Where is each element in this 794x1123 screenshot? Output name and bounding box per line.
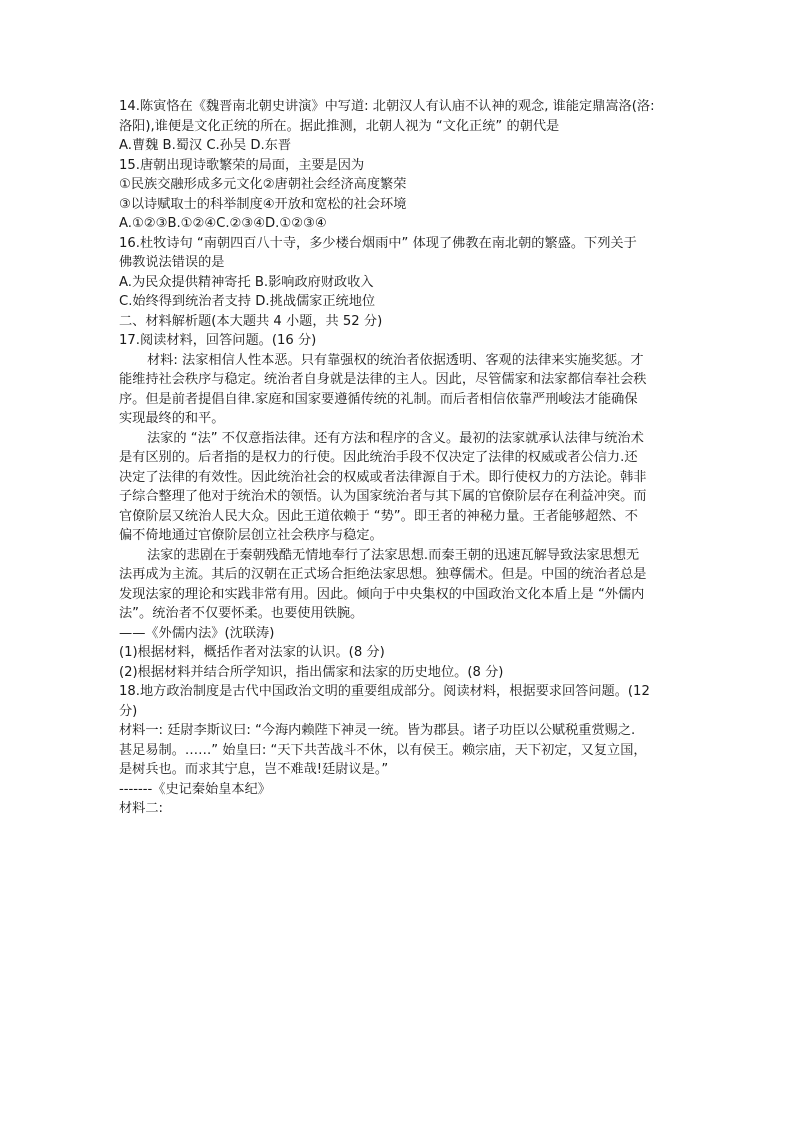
answer-options: A.为民众提供精神寄托 B.影响政府财政收入: [119, 274, 374, 290]
material-paragraph-2: [119, 429, 687, 546]
question-stem: 15.唐朝出现诗歌繁荣的局面，主要是因为: [119, 157, 365, 173]
question-17: [119, 331, 687, 682]
paragraph-line: 材料: 法家相信人性本恶。只有靠强权的统治者依据透明、客观的法律来实施奖惩。才: [147, 352, 644, 368]
material-paragraph-1: [119, 351, 687, 429]
paragraph-line: 实现最终的和平。: [119, 411, 225, 426]
paragraph-line: 官僚阶层又统治人民大众。因此王道依赖于 “势”。即王者的神秘力量。王者能够超然、不: [119, 508, 638, 524]
question-stem: 佛教说法错误的是: [119, 255, 225, 270]
choice-item: ①民族交融形成多元文化②唐朝社会经济高度繁荣: [119, 177, 407, 192]
paragraph-line: 法”。统治者不仅要怀柔。也要使用铁腕。: [119, 606, 364, 621]
answer-options: C.始终得到统治者支持 D.挑战儒家正统地位: [119, 294, 376, 309]
answer-options: A.①②③B.①②④C.②③④D.①②③④: [119, 216, 327, 231]
sub-question: (1)根据材料，概括作者对法家的认识。(8 分): [119, 645, 385, 660]
question-intro: 18.地方政治制度是古代中国政治文明的重要组成部分。阅读材料，根据要求回答问题。(12: [119, 684, 650, 699]
question-stem: 洛阳),谁便是文化正统的所在。据此推测，北朝人视为 “文化正统” 的朝代是: [119, 118, 560, 134]
paragraph-line: 是有区别的。后者指的是权力的行使。因此统治手段不仅决定了法律的权威或者公信力.还: [119, 450, 638, 465]
question-15: [119, 156, 687, 234]
answer-options: A.曹魏 B.蜀汉 C.孙吴 D.东晋: [119, 138, 292, 153]
section-heading: 二、材料解析题(本大题共 4 小题，共 52 分): [119, 313, 383, 329]
material-source: -------《史记秦始皇本纪》: [119, 781, 271, 797]
question-18: [119, 682, 687, 819]
material-line: 材料一: 廷尉李斯议曰: “今海内赖陛下神灵一统。皆为郡县。诸子功臣以公赋税重赏赐之.: [119, 723, 636, 738]
question-intro: 分): [119, 703, 138, 719]
material-label: 材料二:: [119, 801, 164, 816]
paragraph-line: 序。但是前者提倡自律.家庭和国家要遵循传统的礼制。而后者相信依靠严刑峻法才能确保: [119, 391, 638, 407]
question-14: [119, 97, 687, 156]
paragraph-line: 子综合整理了他对于统治术的领悟。认为国家统治者与其下属的官僚阶层存在利益冲突。而: [119, 489, 647, 504]
paragraph-line: 法再成为主流。其后的汉朝在正式场合拒绝法家思想。独尊儒术。但是。中国的统治者总是: [119, 567, 647, 582]
question-stem: 14.陈寅恪在《魏晋南北朝史讲演》中写道: 北朝汉人有认庙不认神的观念, 谁能定鼎嵩洛(洛:: [119, 99, 655, 114]
choice-item: ③以诗赋取士的科举制度④开放和宽松的社会环境: [119, 196, 407, 212]
paragraph-line: 法家的悲剧在于秦朝残酷无情地奉行了法家思想.而秦王朝的迅速瓦解导致法家思想无: [147, 547, 640, 563]
material-source: ——《外儒内法》(沈联涛): [119, 625, 275, 641]
paragraph-line: 法家的 “法” 不仅意指法律。还有方法和程序的含义。最初的法家就承认法律与统治术: [147, 430, 644, 446]
material-line: 是树兵也。而求其宁息，岂不难哉!廷尉议是。”: [119, 762, 389, 777]
question-intro: 17.阅读材料，回答问题。(16 分): [119, 333, 317, 348]
exam-page: [119, 97, 687, 819]
sub-question: (2)根据材料并结合所学知识，指出儒家和法家的历史地位。(8 分): [119, 664, 504, 680]
paragraph-line: 决定了法律的有效性。因此统治社会的权威或者法律源自于术。即行使权力的方法论。韩非: [119, 469, 647, 485]
paragraph-line: 发现法家的理论和实践非常有用。因此。倾向于中央集权的中国政治文化本盾上是 “外儒内: [119, 586, 645, 602]
question-16: [119, 234, 687, 312]
paragraph-line: 能维持社会秩序与稳定。统治者自身就是法律的主人。因此，尽管儒家和法家都信奉社会秩: [119, 372, 647, 387]
question-stem: 16.杜牧诗句 “南朝四百八十寺，多少楼台烟雨中” 体现了佛教在南北朝的繁盛。下列关于: [119, 235, 637, 251]
paragraph-line: 偏不倚地通过官僚阶层创立社会秩序与稳定。: [119, 528, 383, 543]
material-line: 甚足易制。……” 始皇曰: “天下共苦战斗不休，以有侯王。赖宗庙，天下初定，又复立国，: [119, 742, 647, 758]
material-paragraph-3: [119, 546, 687, 624]
